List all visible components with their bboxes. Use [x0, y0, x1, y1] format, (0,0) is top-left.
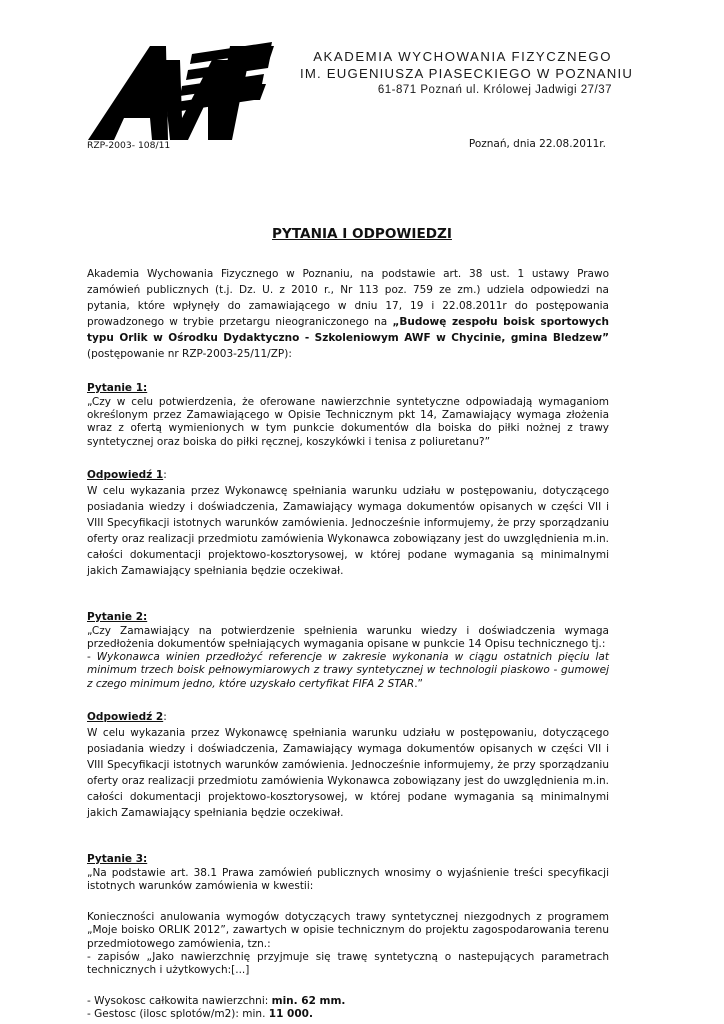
institution-name: AKADEMIA WYCHOWANIA FIZYCZNEGO: [313, 49, 612, 64]
answer-1-text: W celu wykazania przez Wykonawcę spełniania warunku udziału w postępowaniu, dotyczącego posiadania wiedzy i doświadczenia, Zamawiający wymaga dokumentów opisanych w części VII i VIII Specyfikacji istotnych warunków zamówienia. Jednocześnie informujemy, że przy sporządzaniu oferty oraz realizacji przedmiotu zamówienia Wykonawca zobowiązany jest do uwzględnienia m.in. całości dokumentacji projektowo-kosztorysowej, w której podane wymagania są minimalnymi jakich Zamawiający spełniania będzie oczekiwał.: [87, 484, 609, 577]
institution-patron: IM. EUGENIUSZA PIASECKIEGO W POZNANIU: [300, 66, 634, 81]
question-3-paragraph-2: Konieczności anulowania wymogów dotyczących trawy syntetycznej niezgodnych z programem „Moje boisko ORLIK 2012”, zawartych w opisie technicznym do projektu zagospodarowania terenu przedmiotowego zamówienia, tzn.:: [87, 911, 609, 950]
intro-text: Akademia Wychowania Fizycznego w Poznaniu, na podstawie art. 38 ust. 1 ustawy Prawo zamówień publicznych (t.j. Dz. U. z 2010 r., Nr 113 poz. 759 ze zm.) udziela odpowiedzi na pytania, które wpłynęły do zamawiającego w dniu 17, 19 i 22.08.2011r do postępowania prowadzonego w trybie przetargu nieograniczonego na: [87, 268, 609, 328]
question-3-item-1: - Wysokosc całkowita nawierzchni: min. 62 mm.: [87, 995, 346, 1008]
page-title: PYTANIA I ODPOWIEDZI: [272, 226, 452, 242]
question-2-quote: - Wykonawca winien przedłożyć referencje w zakresie wykonania w ciągu ostatnich pięciu lat minimum trzech boisk pełnowymiarowych z trawy syntetycznej w technologii piaskowo - gumowej z czego minimum jedno, które uzyskało certyfikat FIFA 2 STAR.”: [87, 651, 609, 690]
question-2-requirement: Wykonawca winien przedłożyć referencje w zakresie wykonania w ciągu ostatnich pięciu lat minimum trzech boisk pełnowymiarowych z trawy syntetycznej w technologii piaskowo - gumowej z czego minimum jedno, które uzyskało certyfikat FIFA 2 STAR: [87, 651, 609, 690]
question-3-heading: Pytanie 3:: [87, 852, 148, 865]
question-3-text: „Na podstawie art. 38.1 Prawa zamówień publicznych wnosimy o wyjaśnienie treści specyfikacji istotnych warunków zamówienia w kwestii:: [87, 866, 609, 893]
question-1-text: „Czy w celu potwierdzenia, że oferowane nawierzchnie syntetyczne odpowiadają wymaganiom określonym przez Zamawiającego w Opisie Technicznym pkt 14, Zamawiający wymaga złożenia wraz z ofertą wymienionych w tym punkcie dokumentów dla boiska do piłki nożnej z trawy syntetycznej oraz boiska do piłki ręcznej, koszykówki i tenisa z poliuretanu?”: [87, 396, 609, 448]
awf-logo-mark: [84, 40, 274, 150]
question-2-heading: Pytanie 2:: [87, 610, 148, 623]
institution-header: [300, 48, 634, 98]
answer-2-heading: Odpowiedź 2:: [87, 710, 167, 723]
intro-paragraph: [87, 266, 609, 362]
question-1-heading: Pytanie 1:: [87, 382, 148, 394]
document-body: [87, 266, 609, 1022]
intro-subject: „Budowę zespołu boisk sportowych typu Orlik w Ośrodku Dydaktyczno - Szkoleniowym AWF w Chycinie, gmina Bledzew”: [87, 316, 609, 344]
question-3-item-2: - Gestosc (ilosc splotów/m2): min. 11 000.: [87, 1008, 313, 1021]
awf-logo: [84, 40, 274, 150]
institution-address: 61-871 Poznań ul. Królowej Jadwigi 27/37: [377, 84, 612, 96]
document-date: Poznań, dnia 22.08.2011r.: [468, 138, 606, 150]
answer-2-text: W celu wykazania przez Wykonawcę spełniania warunku udziału w postępowaniu, dotyczącego posiadania wiedzy i doświadczenia, Zamawiający wymaga dokumentów opisanych w części VII i VIII Specyfikacji istotnych warunków zamówienia. Jednocześnie informujemy, że przy sporządzaniu oferty oraz realizacji przedmiotu zamówienia Wykonawca zobowiązany jest do uwzględnienia m.in. całości dokumentacji projektowo-kosztorysowej, w której podane wymagania są minimalnymi jakich Zamawiający spełniania będzie oczekiwał.: [87, 726, 609, 819]
question-3-paragraph-3: - zapisów „Jako nawierzchnię przyjmuje się trawę syntetyczną o nastepujących parametrach technicznych i użytkowych:[...]: [87, 950, 609, 977]
answer-1-heading: Odpowiedź 1:: [87, 468, 167, 481]
intro-case-number: (postępowanie nr RZP-2003-25/11/ZP):: [87, 348, 292, 360]
reference-number: RZP-2003- 108/11: [87, 140, 171, 151]
question-2-text: „Czy Zamawiający na potwierdzenie spełnienia warunku wiedzy i doświadczenia wymaga przedłożenia dokumentów spełniających wymagania opisane w punkcie 14 Opisu technicznego tj.:: [87, 624, 609, 651]
